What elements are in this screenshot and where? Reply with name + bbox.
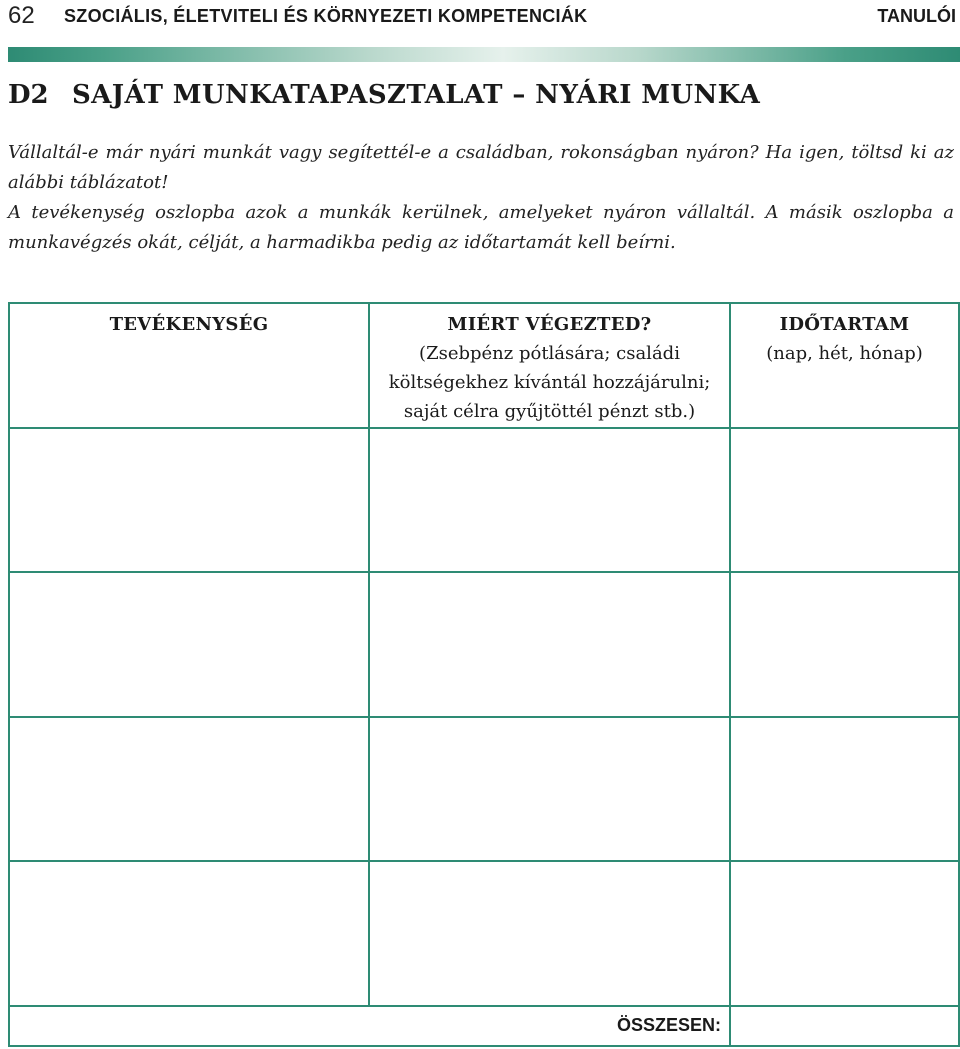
section-heading — [8, 80, 960, 114]
duration-cell[interactable] — [730, 861, 959, 1006]
activity-cell[interactable] — [9, 861, 369, 1006]
decorative-gradient-band — [8, 47, 960, 62]
reason-cell[interactable] — [369, 572, 730, 717]
duration-cell[interactable] — [730, 717, 959, 862]
activity-cell[interactable] — [9, 428, 369, 573]
duration-cell[interactable] — [730, 428, 959, 573]
instruction-paragraph-2: A tevékenység oszlopba azok a munkák kerülnek, amelyeket nyáron vállaltál. A másik oszlopba a munkavégzés okát, célját, a harmadikba pedig az időtartamát kell beírni. — [8, 202, 954, 253]
table-row — [9, 572, 959, 717]
column-heading: IDŐTARTAM — [779, 314, 910, 335]
column-heading: MIÉRT VÉGEZTED? — [447, 314, 652, 335]
total-row — [9, 1006, 959, 1046]
instruction-paragraph-1: Vállaltál-e már nyári munkát vagy segítettél-e a családban, rokonságban nyáron? Ha igen, töltsd ki az alábbi táblázatot! — [8, 142, 954, 193]
work-experience-table — [8, 302, 960, 1047]
running-header — [8, 0, 960, 36]
section-title: SAJÁT MUNKATAPASZTALAT – NYÁRI MUNKA — [72, 80, 761, 110]
running-title: SZOCIÁLIS, ÉLETVITELI ÉS KÖRNYEZETI KOMPETENCIÁK — [64, 6, 588, 26]
activity-cell[interactable] — [9, 572, 369, 717]
table-row — [9, 428, 959, 573]
duration-cell[interactable] — [730, 572, 959, 717]
reason-cell[interactable] — [369, 717, 730, 862]
section-code: D2 — [8, 80, 49, 110]
reason-cell[interactable] — [369, 428, 730, 573]
table-row — [9, 717, 959, 862]
total-label: ÖSSZESEN: — [9, 1006, 730, 1046]
column-subheading: (nap, hét, hónap) — [766, 343, 923, 364]
column-header-activity — [9, 303, 369, 428]
column-header-duration — [730, 303, 959, 428]
table-row — [9, 861, 959, 1006]
column-heading: TEVÉKENYSÉG — [109, 314, 269, 335]
reason-cell[interactable] — [369, 861, 730, 1006]
running-role: TANULÓI — [877, 6, 956, 26]
total-duration-cell[interactable] — [730, 1006, 959, 1046]
column-subheading: (Zsebpénz pótlására; családi költségekhez kívántál hozzájárulni; saját célra gyűjtöttél pénzt stb.) — [388, 343, 711, 422]
column-header-reason — [369, 303, 730, 428]
instructions — [8, 138, 954, 258]
page-number: 62 — [8, 2, 35, 29]
activity-cell[interactable] — [9, 717, 369, 862]
table-header-row — [9, 303, 959, 428]
